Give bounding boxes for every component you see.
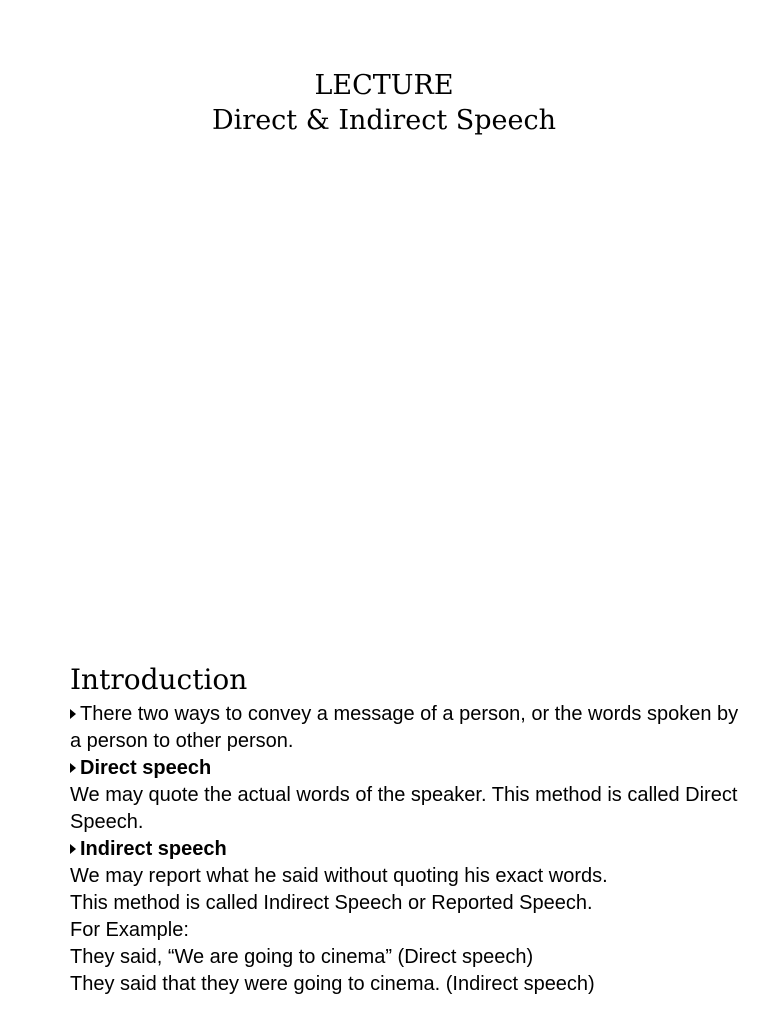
indirect-speech-heading [70,836,740,863]
indirect-speech-text-line2: This method is called Indirect Speech or Reported Speech. [70,892,593,914]
bullet-arrow-icon [70,844,76,854]
title-line-topic: Direct & Indirect Speech [212,105,556,136]
direct-speech-text: We may quote the actual words of the speaker. This method is called Direct Speech. [70,784,738,833]
title-line-lecture: LECTURE [314,70,454,101]
direct-speech-heading-text: Direct speech [80,757,212,779]
indirect-speech-heading-text: Indirect speech [80,838,227,860]
example-direct-speech: They said, “We are going to cinema” (Direct speech) [70,946,534,968]
direct-speech-heading [70,755,740,782]
intro-bullet-paragraph [70,701,740,755]
example-indirect-speech: They said that they were going to cinema. (Indirect speech) [70,973,595,995]
introduction-heading: Introduction [70,663,248,696]
bullet-arrow-icon [70,709,76,719]
example-label: For Example: [70,919,189,941]
indirect-speech-text-line1: We may report what he said without quoting his exact words. [70,865,608,887]
bullet-arrow-icon [70,763,76,773]
document-title [0,68,768,138]
introduction-section [70,661,740,998]
intro-bullet-text: There two ways to convey a message of a person, or the words spoken by a person to other person. [70,703,739,752]
